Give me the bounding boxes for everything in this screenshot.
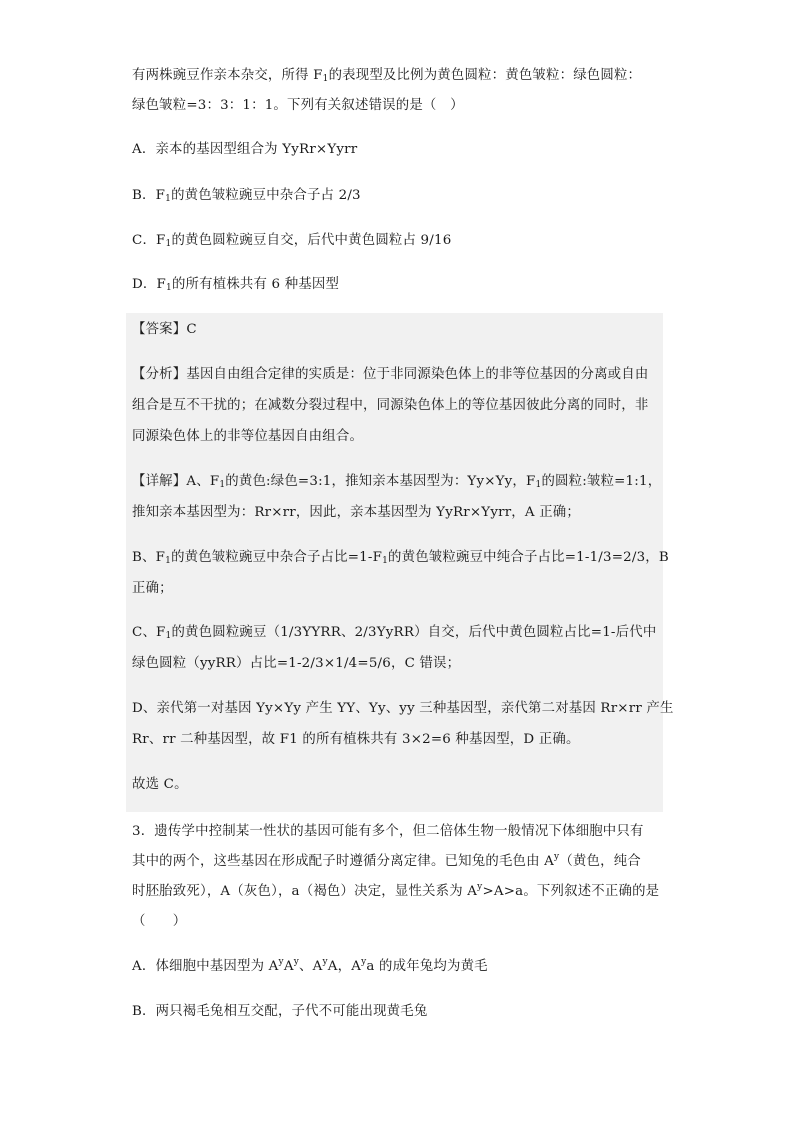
analysis-line-2: 组合是互不干扰的；在减数分裂过程中，同源染色体上的等位基因彼此分离的同时，非 — [132, 398, 649, 413]
analysis-line-1: 【分析】基因自由组合定律的实质是：位于非同源染色体上的非等位基因的分离或自由 — [132, 367, 649, 382]
answer-label: 【答案】C — [132, 322, 197, 337]
detail-b-line-2: 正确； — [132, 581, 173, 596]
question-3-stem-line-1: 3．遗传学中控制某一性状的基因可能有多个，但二倍体生物一般情况下体细胞中只有 — [132, 824, 644, 839]
option-a: A．亲本的基因型组合为 YyRr×Yyrr — [132, 142, 358, 157]
question-3-option-a: A．体细胞中基因型为 $A^yA^y$、$A^yA$，$A^ya$ 的成年兔均为黄毛 — [132, 957, 488, 974]
detail-b-line-1: B、$F_1$的黄色皱粒豌豆中杂合子占比$=1-F_1$的黄色皱粒豌豆中纯合子占比=1-1/3=2/3，B — [132, 550, 669, 566]
question-3-stem-line-3: 时胚胎致死），A（灰色），a（褐色）决定，显性关系为 $A^y>A>a$。下列叙述不正确的是 — [132, 882, 660, 899]
question-3-option-b: B．两只褐毛兔相互交配，子代不可能出现黄毛兔 — [132, 1004, 428, 1019]
option-d: D．$F_1$的所有植株共有 6 种基因型 — [132, 277, 340, 293]
option-c: C．$F_1$的黄色圆粒豌豆自交，后代中黄色圆粒占 9/16 — [132, 233, 452, 249]
question-3-stem-line-4: （ ） — [132, 914, 187, 929]
analysis-line-3: 同源染色体上的非等位基因自由组合。 — [132, 429, 364, 444]
question-2-stem-line-1: 有两株豌豆作亲本杂交，所得 $F_1$的表现型及比例为黄色圆粒：黄色皱粒：绿色圆粒： — [132, 68, 642, 84]
detail-a-line-2: 推知亲本基因型为：Rr×rr，因此，亲本基因型为 YyRr×Yyrr，A 正确； — [132, 505, 580, 520]
question-3-stem-line-2: 其中的两个，这些基因在形成配子时遵循分离定律。已知兔的毛色由 $A^y$（黄色，纯合 — [132, 852, 641, 869]
detail-d-line-1: D、亲代第一对基因 Yy×Yy 产生 YY、Yy、yy 三种基因型，亲代第二对基因 Rr×rr 产生 — [132, 701, 674, 716]
conclusion: 故选 C。 — [132, 777, 188, 792]
detail-c-line-1: C、$F_1$的黄色圆粒豌豆（1/3YYRR、2/3YyRR）自交，后代中黄色圆粒占比=1-后代中 — [132, 625, 657, 641]
detail-a-line-1: 【详解】A、$F_1$的黄色:绿色=3:1，推知亲本基因型为：Yy×Yy，$F_1$的圆粒:皱粒=1:1， — [132, 474, 662, 490]
question-2-stem-line-2: 绿色皱粒=3：3：1：1。下列有关叙述错误的是（ ） — [132, 98, 464, 113]
option-b: B．$F_1$的黄色皱粒豌豆中杂合子占 2/3 — [132, 188, 361, 204]
detail-d-line-2: Rr、rr 二种基因型，故 F1 的所有植株共有 3×2=6 种基因型，D 正确。 — [132, 732, 580, 747]
detail-c-line-2: 绿色圆粒（yyRR）占比=1-2/3×1/4=5/6，C 错误； — [132, 656, 461, 671]
